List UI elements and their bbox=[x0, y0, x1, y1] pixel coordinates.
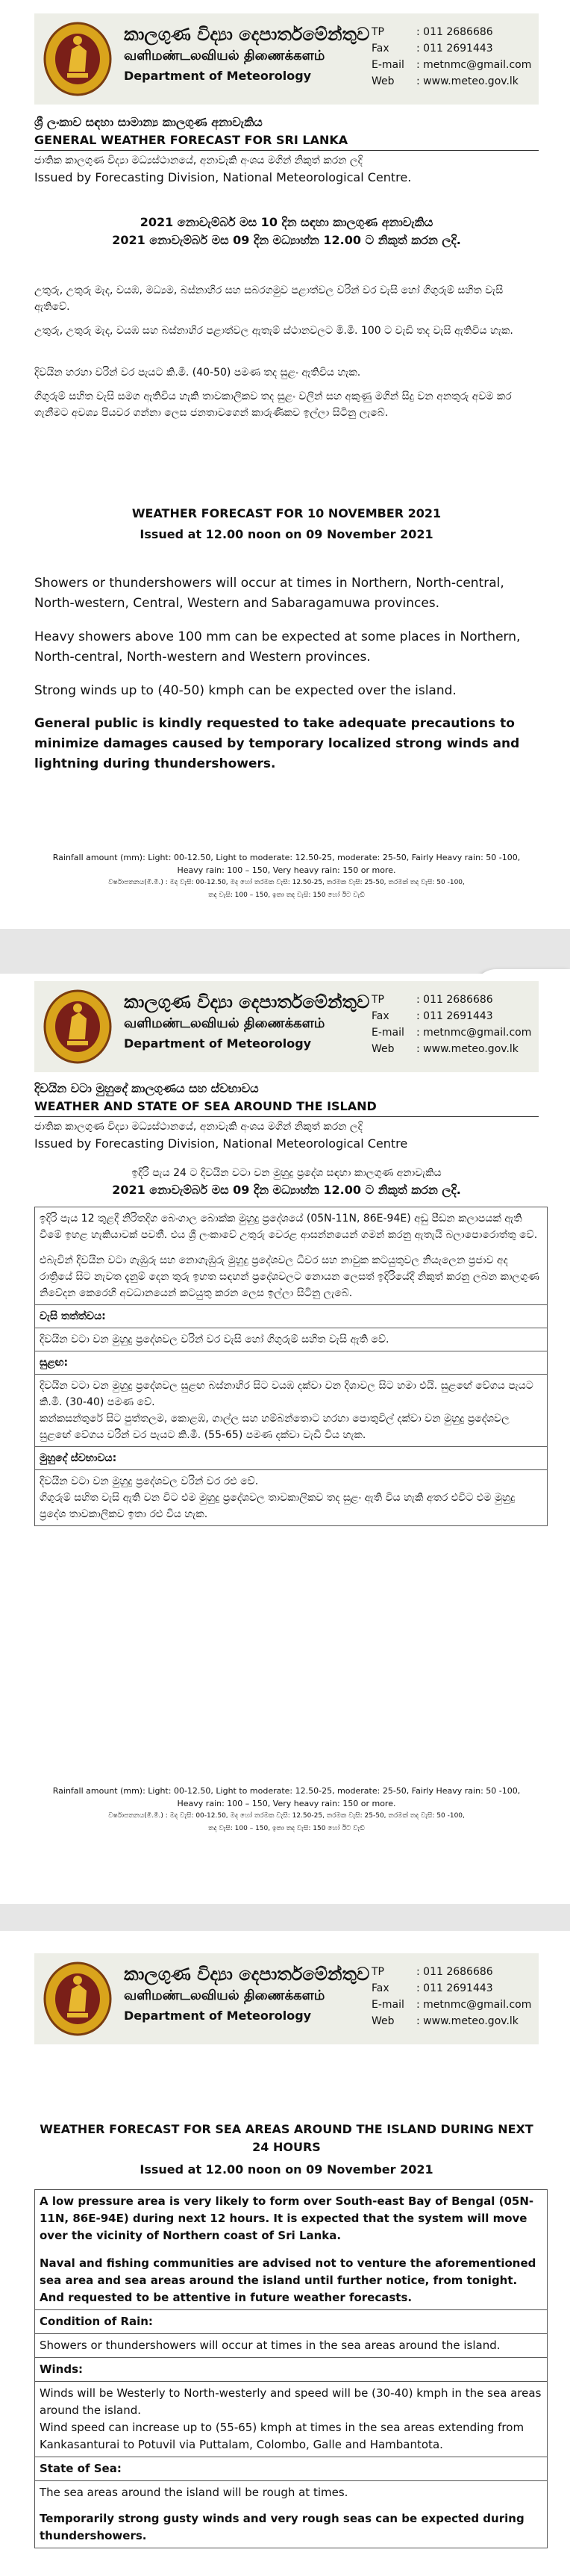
tp-label: TP bbox=[372, 994, 384, 1006]
sea-forecast-title-block bbox=[34, 2121, 539, 2179]
department-name-block bbox=[124, 990, 370, 1054]
rain-heading: Condition of Rain: bbox=[35, 2309, 547, 2333]
rainfall-legend-en-1: Rainfall amount (mm): Light: 00-12.50, Light to moderate: 12.50-25, moderate: 25-50, Fairly Heavy rain: 50 -100, bbox=[52, 1786, 521, 1796]
department-name-block bbox=[124, 22, 370, 87]
rainfall-legend-en-2: Heavy rain: 100 – 150, Very heavy rain: 150 or more. bbox=[177, 1799, 396, 1808]
date-line-2: 2021 නොවැම්බර් මස 09 දින මධ්‍යාහ්න 12.00 ට නිකුත් කරන ලදි. bbox=[112, 1183, 461, 1197]
forecast-title: WEATHER FORECAST FOR 10 NOVEMBER 2021 bbox=[131, 506, 442, 520]
page1-issued-block bbox=[34, 152, 539, 187]
sea-state-cell bbox=[35, 2480, 547, 2548]
rainfall-legend-si-1: වර්ෂාපතනය(මි.මී.) : මද වැසි: 00-12.50, මද හෝ තරමක වැසි: 12.50-25, තරමක වැසි: 25-50, තරමක් තද වැසි: 50 -100, bbox=[108, 1812, 465, 1820]
english-forecast-para-1: Showers or thundershowers will occur at times in Northern, North-central, North-western, Central, Western and Sabaragamuwa provinces. bbox=[34, 576, 504, 611]
wind-cell bbox=[35, 1374, 547, 1446]
email-value[interactable]: : metnmc@gmail.com bbox=[416, 1027, 532, 1039]
wind-heading: Winds: bbox=[35, 2357, 547, 2381]
fax-label: Fax bbox=[372, 1982, 389, 1994]
dept-name-english: Department of Meteorology bbox=[124, 1036, 312, 1051]
tp-label: TP bbox=[372, 26, 384, 38]
wind-para-2: Wind speed can increase up to (55-65) kmph at times in the sea areas extending from Kankasanturai to Potuvil via Puttalam, Colombo, Galle and Hambantota. bbox=[40, 2421, 524, 2451]
page2-title-block bbox=[34, 1080, 539, 1116]
sea-para-2: Temporarily strong gusty winds and very rough seas can be expected during thundershowers. bbox=[40, 2512, 524, 2542]
date-line-1: 2021 නොවැම්බර් මස 10 දින සඳහා කාලගුණ අනාවැකිය bbox=[140, 215, 433, 229]
sri-lanka-emblem-icon bbox=[40, 987, 115, 1066]
tp-value: : 011 2686686 bbox=[416, 994, 493, 1006]
wind-para-2: කන්කසන්තුරේ සිට පුත්තලම, කොළඹ, ගාල්ල සහ හම්බන්තොට හරහා පොතුවිල් දක්වා වන මුහුදු ප්‍රදේශවල සුළඟේ වේගය වරින් වර පැයට කි.මී. (55-65) පමණ දක්වා වැඩි විය හැක. bbox=[40, 1413, 510, 1441]
title-sinhala: ශ්‍රී ලංකාව සඳහා සාමාන්‍ය කාලගුණ අනාවැකිය bbox=[34, 115, 263, 129]
issued-by-sinhala: ජාතික කාලගුණ විද්‍යා මධ්‍යස්ථානයේ, අනාවැකි අංශය මගින් නිකුත් කරන ලදි bbox=[34, 155, 363, 167]
rainfall-legend bbox=[34, 1785, 539, 1835]
page-gap bbox=[0, 929, 570, 974]
sea-forecast-title: WEATHER FORECAST FOR SEA AREAS AROUND THE ISLAND DURING NEXT 24 HOURS bbox=[40, 2122, 533, 2154]
contact-block bbox=[372, 1964, 531, 2029]
sea-state-heading: මුහුදේ ස්වභාවය: bbox=[35, 1446, 547, 1469]
letterhead bbox=[34, 1953, 539, 2044]
page2-issued-block bbox=[34, 1119, 539, 1153]
sinhala-forecast-para-4: ගිගුරුම් සහිත වැසි සමග ඇතිවිය හැකි තාවකාලිකව තද සුළං වලින් සහ අකුණු මගින් සිදු වන අනතුරු අවම කර ගැනීමට අවශ්‍ය පියවර ගන්නා ලෙස ජනතාවගෙන් කාරුණිකව ඉල්ලා සිටිනු ලැබේ. bbox=[34, 391, 512, 419]
page-gap bbox=[0, 1904, 570, 1931]
web-value[interactable]: : www.meteo.gov.lk bbox=[416, 1043, 519, 1055]
contact-block bbox=[372, 24, 531, 90]
english-forecast-title-block bbox=[34, 505, 539, 544]
english-forecast-para-3: Strong winds up to (40-50) kmph can be expected over the island. bbox=[34, 683, 457, 698]
rainfall-legend-si-2: තද වැසි: 100 – 150, ඉතා තද වැසි: 150 හෝ ඊට වැඩි bbox=[208, 892, 365, 899]
email-value[interactable]: : metnmc@gmail.com bbox=[416, 59, 532, 71]
title-english: WEATHER AND STATE OF SEA AROUND THE ISLAND bbox=[34, 1099, 377, 1113]
dept-name-tamil: வளிமண்டலவியல் திணைக்களம் bbox=[124, 1015, 325, 1031]
date-line-1: ඉදිරි පැය 24 ට දිවයින වටා වන මුහුදු ප්‍රදේශ සඳහා කාලගුණ අනාවැකිය bbox=[131, 1167, 442, 1179]
email-value[interactable]: : metnmc@gmail.com bbox=[416, 1999, 532, 2011]
web-label: Web bbox=[372, 1043, 395, 1055]
rainfall-legend bbox=[34, 851, 539, 902]
page-1 bbox=[0, 0, 570, 929]
sea-forecast-issued-time: Issued at 12.00 noon on 09 November 2021 bbox=[140, 2162, 433, 2177]
fax-label: Fax bbox=[372, 43, 389, 55]
title-sinhala: දිවයින වටා මුහුදේ කාලගුණය සහ ස්වභාවය bbox=[34, 1081, 259, 1095]
title-english: GENERAL WEATHER FORECAST FOR SRI LANKA bbox=[34, 133, 348, 147]
fax-label: Fax bbox=[372, 1010, 389, 1022]
letterhead bbox=[34, 13, 539, 105]
web-label: Web bbox=[372, 75, 395, 87]
fax-value: : 011 2691443 bbox=[416, 1982, 493, 1994]
rainfall-legend-si-2: තද වැසි: 100 – 150, ඉතා තද වැසි: 150 හෝ ඊට වැඩි bbox=[208, 1825, 365, 1832]
dept-name-tamil: வளிமண்டலவியல் திணைக்களம் bbox=[124, 1988, 325, 2003]
sinhala-forecast-para-2: උතුරු, උතුරු මැද, වයඹ සහ බස්නාහිර පළාත්වල ඇතැම් ස්ථානවලට මි.මී. 100 ට වැඩි තද වැසි ඇතිවිය හැක. bbox=[34, 325, 513, 337]
title-divider bbox=[34, 1116, 539, 1117]
rain-heading: වැසි තත්ත්වය: bbox=[35, 1304, 547, 1328]
issued-by-english: Issued by Forecasting Division, National Meteorological Centre bbox=[34, 1136, 408, 1151]
sri-lanka-emblem-icon bbox=[40, 19, 115, 99]
web-value[interactable]: : www.meteo.gov.lk bbox=[416, 75, 519, 87]
date-line-2: 2021 නොවැම්බර් මස 09 දින මධ්‍යාහ්න 12.00 ට නිකුත් කරන ලදි. bbox=[112, 233, 461, 247]
sea-forecast-date-sinhala bbox=[34, 1165, 539, 1199]
email-label: E-mail bbox=[372, 59, 404, 71]
rainfall-legend-si-1: වර්ෂාපතනය(මි.මී.) : මද වැසි: 00-12.50, මද හෝ තරමක වැසි: 12.50-25, තරමක වැසි: 25-50, තරමක් තද වැසි: 50 -100, bbox=[108, 879, 465, 886]
dept-name-sinhala: කාලගුණ විද්‍යා දෙපාර්තමේන්තුව bbox=[124, 24, 370, 45]
contact-block bbox=[372, 992, 531, 1057]
advisory-cell bbox=[35, 1207, 547, 1304]
page-3 bbox=[0, 1931, 570, 2576]
department-name-block bbox=[124, 1962, 370, 2026]
wind-para-1: දිවයින වටා වන මුහුදු ප්‍රදේශවල සුළඟ බස්නාහිර සිට වයඹ දක්වා වන දිශාවල සිට හමා එයි. සුළඟේ වේගය පැයට කි.මී. (30-40) පමණ වේ. bbox=[40, 1380, 533, 1408]
fax-value: : 011 2691443 bbox=[416, 1010, 493, 1022]
tp-value: : 011 2686686 bbox=[416, 1966, 493, 1978]
sea-para-2: ගිගුරුම් සහිත වැසි ඇති වන විට එම මුහුදු ප්‍රදේශවල තාවකාලිකව තද සුළං ඇති විය හැකි අතර එවිට එම මුහුදු ප්‍රදේශ තාවකාලිකව ඉතා රළු විය හැක. bbox=[40, 1492, 516, 1520]
rain-text: දිවයින වටා වන මුහුදු ප්‍රදේශවල වරින් වර වැසි හෝ ගිගුරුම් සහිත වැසි ඇති වේ. bbox=[35, 1328, 547, 1351]
dept-name-english: Department of Meteorology bbox=[124, 69, 312, 83]
fax-value: : 011 2691443 bbox=[416, 43, 493, 55]
sri-lanka-emblem-icon bbox=[40, 1959, 115, 2038]
title-divider bbox=[34, 150, 539, 151]
email-label: E-mail bbox=[372, 1999, 404, 2011]
rainfall-legend-en-2: Heavy rain: 100 – 150, Very heavy rain: 150 or more. bbox=[177, 865, 396, 875]
wind-cell bbox=[35, 2381, 547, 2457]
issued-by-english: Issued by Forecasting Division, National Meteorological Centre. bbox=[34, 170, 412, 184]
web-value[interactable]: : www.meteo.gov.lk bbox=[416, 2015, 519, 2027]
dept-name-tamil: வளிமண்டலவியல் திணைக்களம் bbox=[124, 48, 325, 63]
rain-text: Showers or thundershowers will occur at times in the sea areas around the island. bbox=[35, 2333, 547, 2357]
tp-value: : 011 2686686 bbox=[416, 26, 493, 38]
sea-para-1: දිවයින වටා වන මුහුදු ප්‍රදේශවල වරින් වර රළු වේ. bbox=[40, 1475, 259, 1487]
letterhead bbox=[34, 981, 539, 1072]
english-sea-forecast-box bbox=[34, 2189, 548, 2548]
sea-state-cell bbox=[35, 1469, 547, 1525]
advisory-para-2: Naval and fishing communities are advised not to venture the aforementioned sea area and sea areas around the island until further notice, from tonight. And requested to be attentive in future weather forecasts. bbox=[40, 2256, 536, 2304]
email-label: E-mail bbox=[372, 1027, 404, 1039]
english-forecast-para-2: Heavy showers above 100 mm can be expected at some places in Northern, North-central, North-western and Western provinces. bbox=[34, 629, 521, 665]
sea-para-1: The sea areas around the island will be rough at times. bbox=[40, 2486, 348, 2499]
dept-name-sinhala: කාලගුණ විද්‍යා දෙපාර්තමේන්තුව bbox=[124, 992, 370, 1012]
rainfall-legend-en-1: Rainfall amount (mm): Light: 00-12.50, Light to moderate: 12.50-25, moderate: 25-50, Fairly Heavy rain: 50 -100, bbox=[52, 853, 521, 862]
sinhala-sea-forecast-box bbox=[34, 1207, 548, 1526]
web-label: Web bbox=[372, 2015, 395, 2027]
dept-name-sinhala: කාලගුණ විද්‍යා දෙපාර්තමේන්තුව bbox=[124, 1964, 370, 1985]
sinhala-forecast-para-3: දිවයින හරහා වරින් වර පැයට කි.මී. (40-50) පමණ තද සුළං ඇතිවිය හැක. bbox=[34, 367, 361, 379]
forecast-date-sinhala bbox=[34, 214, 539, 249]
page-2 bbox=[0, 974, 570, 1904]
forecast-issued-time: Issued at 12.00 noon on 09 November 2021 bbox=[140, 527, 433, 541]
wind-para-1: Winds will be Westerly to North-westerly and speed will be (30-40) kmph in the sea areas around the island. bbox=[40, 2386, 542, 2417]
dept-name-english: Department of Meteorology bbox=[124, 2009, 312, 2023]
english-forecast-para-4: General public is kindly requested to take adequate precautions to minimize damages caused by temporary localized strong winds and lightning during thundershowers. bbox=[34, 716, 520, 771]
issued-by-sinhala: ජාතික කාලගුණ විද්‍යා මධ්‍යස්ථානයේ, අනාවැකි අංශය මගින් නිකුත් කරන ලදි bbox=[34, 1121, 363, 1133]
advisory-cell bbox=[35, 2190, 547, 2309]
tp-label: TP bbox=[372, 1966, 384, 1978]
sinhala-forecast-para-1: උතුරු, උතුරු මැද, වයඹ, මධ්‍යම, බස්නාහිර සහ සබරගමුව පළාත්වල වරින් වර වැසි හෝ ගිගුරුම් සහිත වැසි ඇතිවේ. bbox=[34, 284, 504, 313]
wind-heading: සුළඟ: bbox=[35, 1351, 547, 1374]
sea-state-heading: State of Sea: bbox=[35, 2457, 547, 2480]
advisory-para-1: A low pressure area is very likely to form over South-east Bay of Bengal (05N-11N, 86E-94E) during next 12 hours. It is expected that the system will move over the vicinity of Northern coast of Sri Lanka. bbox=[40, 2194, 534, 2242]
page1-title-block bbox=[34, 113, 539, 149]
advisory-para-2: එබැවින් දිවයින වටා ගැඹුරු සහ නොගැඹුරු මුහුදු ප්‍රදේශවල ධීවර සහ නාවුක කටයුතුවල නියැලෙන ප්‍රජාව අද රාත්‍රියේ සිට නැවත දැනුම් දෙන තුරු ඉහත සඳහන් ප්‍රදේශවලට නොයන ලෙසත් ඉදිරියේදී නිකුත් කරනු ලබන කාලගුණ නිවේදන කෙරෙහි අවධානයෙන් කටයුතු කරන ලෙස ඉල්ලා සිටිනු ලැබේ. bbox=[40, 1254, 539, 1299]
advisory-para-1: ඉදිරි පැය 12 තුළදී නිරිතදිග බෙංගාල බොක්ක මුහුදු ප්‍රදේශයේ (05N-11N, 86E-94E) අඩු පීඩන කලාපයක් ඇති වීමේ ඉහළ හැකියාවක් පවතී. එය ශ්‍රී ලංකාවේ උතුරු වෙරළ ආසන්නයෙන් ගමන් කරනු ඇතැයි බලාපොරොත්තු වේ. bbox=[40, 1213, 538, 1241]
